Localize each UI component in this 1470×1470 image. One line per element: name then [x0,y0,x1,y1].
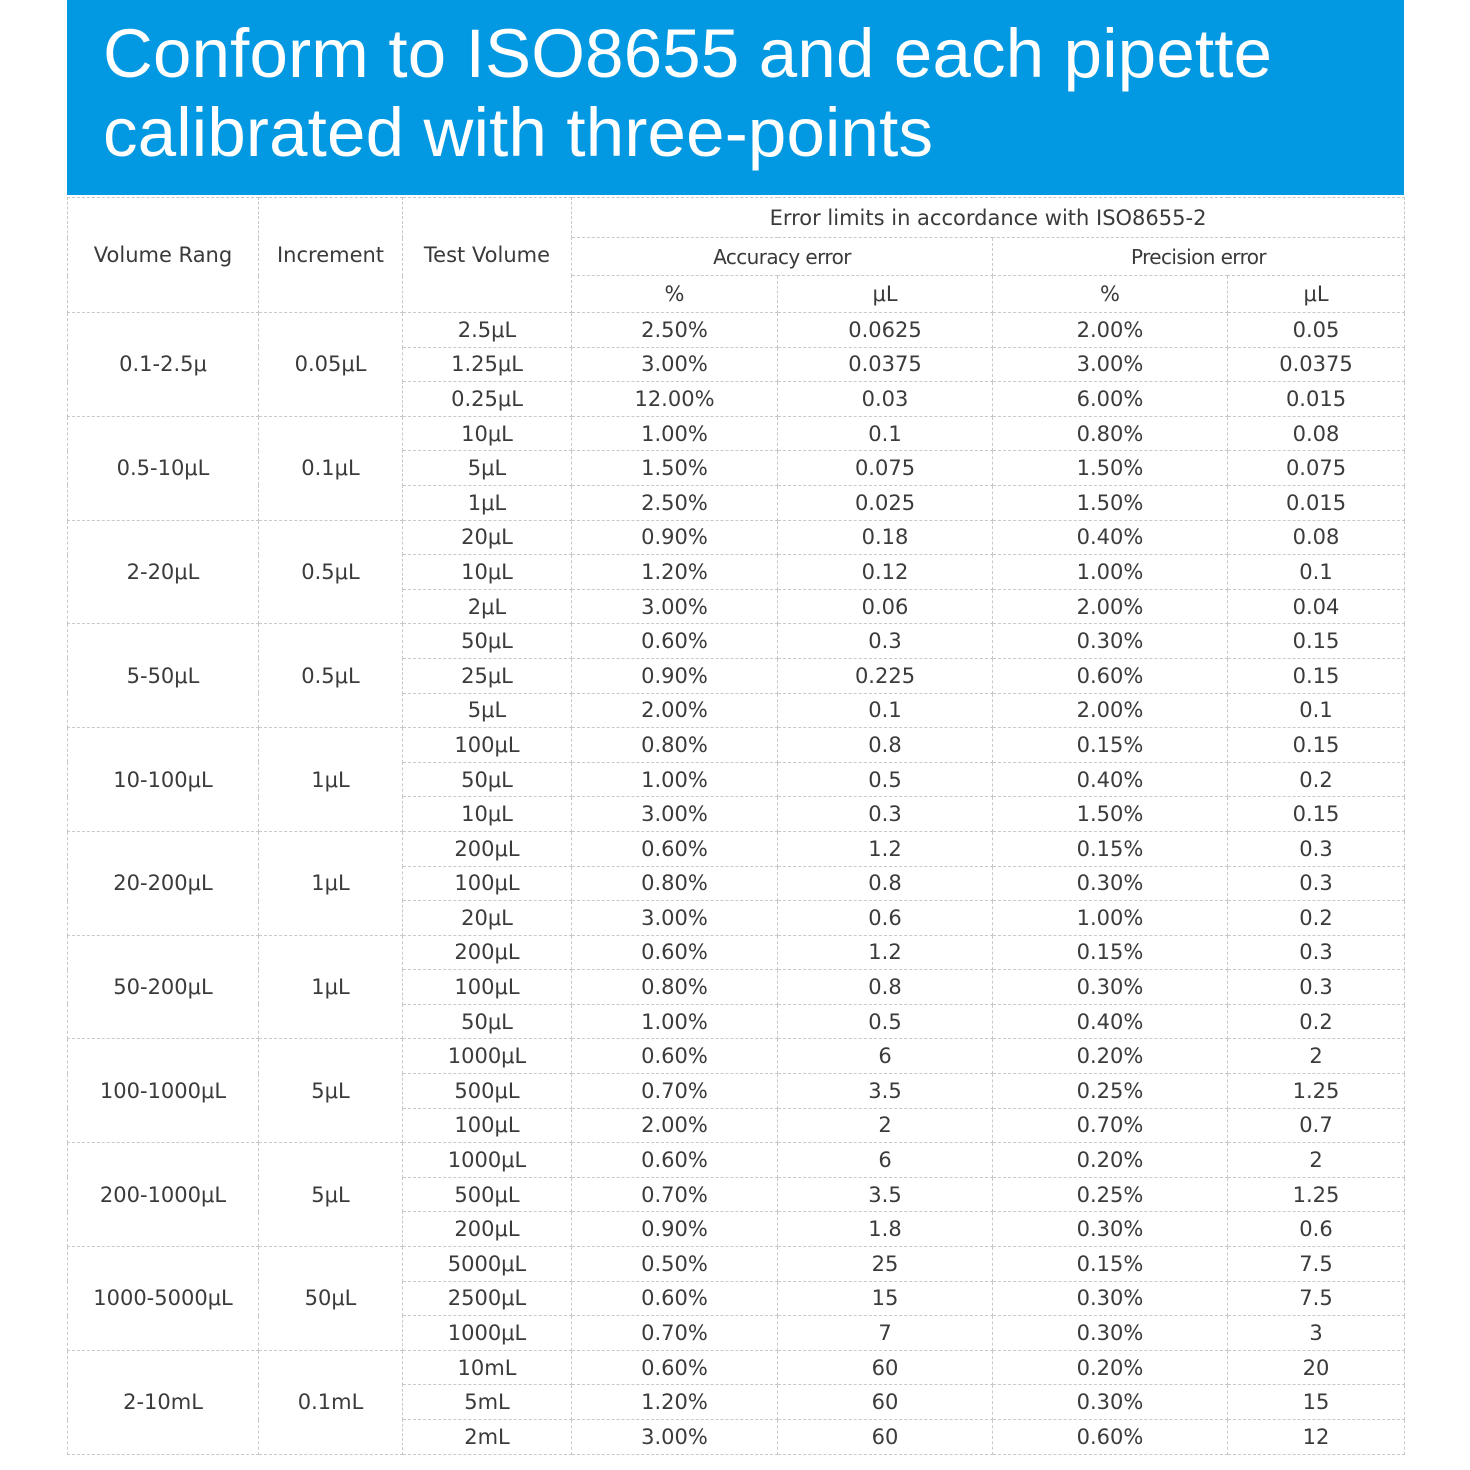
header-test-volume: Test Volume [403,198,572,313]
precision-percent-cell: 0.25% [993,1177,1228,1212]
table-body [68,313,1405,1455]
table-row [68,831,1405,866]
accuracy-ul-cell: 15 [778,1281,993,1316]
page-title: Conform to ISO8655 and each pipette calibrated with three-points [103,15,1273,171]
accuracy-ul-cell: 0.0625 [778,313,993,348]
accuracy-percent-cell: 0.50% [572,1247,778,1282]
accuracy-percent-cell: 0.60% [572,1281,778,1316]
volume-range-cell: 200-1000μL [68,1143,259,1247]
precision-percent-cell: 0.40% [993,520,1228,555]
table-row [68,1143,1405,1178]
accuracy-percent-cell: 0.90% [572,658,778,693]
precision-percent-cell: 0.25% [993,1074,1228,1109]
accuracy-ul-cell: 1.8 [778,1212,993,1247]
test-volume-cell: 1000μL [403,1039,572,1074]
test-volume-cell: 20μL [403,901,572,936]
accuracy-ul-cell: 60 [778,1420,993,1455]
accuracy-percent-cell: 0.70% [572,1316,778,1351]
accuracy-percent-cell: 1.20% [572,1385,778,1420]
precision-ul-cell: 0.15 [1228,797,1405,832]
accuracy-percent-cell: 0.80% [572,970,778,1005]
test-volume-cell: 10μL [403,555,572,590]
precision-ul-cell: 7.5 [1228,1281,1405,1316]
accuracy-percent-cell: 0.60% [572,1350,778,1385]
precision-ul-cell: 0.3 [1228,935,1405,970]
accuracy-ul-cell: 3.5 [778,1074,993,1109]
accuracy-percent-cell: 2.50% [572,313,778,348]
precision-percent-cell: 6.00% [993,382,1228,417]
accuracy-percent-cell: 0.60% [572,624,778,659]
precision-percent-cell: 0.30% [993,866,1228,901]
test-volume-cell: 5mL [403,1385,572,1420]
accuracy-ul-cell: 60 [778,1350,993,1385]
accuracy-percent-cell: 0.60% [572,1039,778,1074]
increment-cell: 5μL [259,1143,403,1247]
accuracy-percent-cell: 0.60% [572,1143,778,1178]
increment-cell: 0.5μL [259,520,403,624]
precision-percent-cell: 0.15% [993,728,1228,763]
precision-percent-cell: 3.00% [993,347,1228,382]
precision-ul-cell: 2 [1228,1143,1405,1178]
volume-range-cell: 0.1-2.5μ [68,313,259,417]
precision-percent-cell: 2.00% [993,313,1228,348]
test-volume-cell: 200μL [403,1212,572,1247]
accuracy-percent-cell: 12.00% [572,382,778,417]
test-volume-cell: 200μL [403,831,572,866]
test-volume-cell: 5μL [403,693,572,728]
volume-range-cell: 0.5-10μL [68,416,259,520]
volume-range-cell: 2-10mL [68,1350,259,1454]
table-row [68,1039,1405,1074]
volume-range-cell: 10-100μL [68,728,259,832]
table-row [68,520,1405,555]
precision-ul-cell: 0.075 [1228,451,1405,486]
precision-percent-cell: 0.30% [993,1316,1228,1351]
precision-ul-cell: 0.3 [1228,970,1405,1005]
precision-ul-cell: 12 [1228,1420,1405,1455]
test-volume-cell: 500μL [403,1074,572,1109]
accuracy-percent-cell: 0.60% [572,935,778,970]
precision-ul-cell: 0.2 [1228,901,1405,936]
test-volume-cell: 100μL [403,866,572,901]
header-precision-error: Precision error [993,238,1405,276]
header-precision-ul: μL [1228,276,1405,313]
title-banner [67,0,1404,195]
volume-range-cell: 50-200μL [68,935,259,1039]
increment-cell: 1μL [259,728,403,832]
increment-cell: 0.05μL [259,313,403,417]
precision-ul-cell: 0.0375 [1228,347,1405,382]
precision-ul-cell: 0.15 [1228,728,1405,763]
precision-percent-cell: 0.80% [993,416,1228,451]
accuracy-percent-cell: 2.50% [572,485,778,520]
test-volume-cell: 200μL [403,935,572,970]
accuracy-percent-cell: 0.80% [572,866,778,901]
test-volume-cell: 100μL [403,970,572,1005]
volume-range-cell: 5-50μL [68,624,259,728]
precision-ul-cell: 1.25 [1228,1074,1405,1109]
accuracy-ul-cell: 0.06 [778,589,993,624]
precision-percent-cell: 0.20% [993,1143,1228,1178]
accuracy-ul-cell: 25 [778,1247,993,1282]
test-volume-cell: 10μL [403,797,572,832]
header-accuracy-percent: % [572,276,778,313]
test-volume-cell: 2mL [403,1420,572,1455]
test-volume-cell: 1μL [403,485,572,520]
accuracy-percent-cell: 3.00% [572,901,778,936]
accuracy-ul-cell: 0.5 [778,1004,993,1039]
pipette-error-limits-table [67,197,1405,1455]
precision-ul-cell: 2 [1228,1039,1405,1074]
precision-percent-cell: 0.30% [993,624,1228,659]
accuracy-ul-cell: 0.025 [778,485,993,520]
accuracy-percent-cell: 0.60% [572,831,778,866]
accuracy-ul-cell: 6 [778,1143,993,1178]
precision-ul-cell: 0.015 [1228,382,1405,417]
increment-cell: 50μL [259,1247,403,1351]
table-row [68,935,1405,970]
accuracy-percent-cell: 2.00% [572,693,778,728]
precision-ul-cell: 0.15 [1228,658,1405,693]
test-volume-cell: 50μL [403,762,572,797]
precision-percent-cell: 0.30% [993,1281,1228,1316]
precision-percent-cell: 0.70% [993,1108,1228,1143]
accuracy-percent-cell: 3.00% [572,797,778,832]
volume-range-cell: 1000-5000μL [68,1247,259,1351]
accuracy-percent-cell: 1.00% [572,1004,778,1039]
precision-ul-cell: 0.6 [1228,1212,1405,1247]
precision-ul-cell: 0.2 [1228,1004,1405,1039]
precision-ul-cell: 0.7 [1228,1108,1405,1143]
table-row [68,728,1405,763]
accuracy-percent-cell: 0.70% [572,1177,778,1212]
test-volume-cell: 25μL [403,658,572,693]
accuracy-percent-cell: 0.90% [572,1212,778,1247]
precision-percent-cell: 0.15% [993,935,1228,970]
increment-cell: 0.1μL [259,416,403,520]
precision-ul-cell: 0.1 [1228,693,1405,728]
increment-cell: 0.5μL [259,624,403,728]
precision-ul-cell: 0.15 [1228,624,1405,659]
test-volume-cell: 2.5μL [403,313,572,348]
increment-cell: 1μL [259,831,403,935]
precision-percent-cell: 0.15% [993,831,1228,866]
volume-range-cell: 20-200μL [68,831,259,935]
accuracy-ul-cell: 3.5 [778,1177,993,1212]
precision-ul-cell: 0.1 [1228,555,1405,590]
precision-percent-cell: 2.00% [993,693,1228,728]
table-row [68,1350,1405,1385]
test-volume-cell: 100μL [403,1108,572,1143]
increment-cell: 5μL [259,1039,403,1143]
precision-ul-cell: 0.3 [1228,831,1405,866]
accuracy-percent-cell: 1.00% [572,416,778,451]
header-accuracy-error: Accuracy error [572,238,993,276]
precision-ul-cell: 0.04 [1228,589,1405,624]
accuracy-ul-cell: 0.1 [778,416,993,451]
precision-percent-cell: 1.50% [993,451,1228,486]
accuracy-percent-cell: 0.80% [572,728,778,763]
test-volume-cell: 1000μL [403,1143,572,1178]
accuracy-ul-cell: 0.3 [778,624,993,659]
accuracy-percent-cell: 3.00% [572,347,778,382]
table-row [68,313,1405,348]
volume-range-cell: 100-1000μL [68,1039,259,1143]
test-volume-cell: 5μL [403,451,572,486]
precision-ul-cell: 0.05 [1228,313,1405,348]
precision-percent-cell: 0.60% [993,1420,1228,1455]
accuracy-percent-cell: 1.50% [572,451,778,486]
table-row [68,416,1405,451]
test-volume-cell: 20μL [403,520,572,555]
precision-percent-cell: 2.00% [993,589,1228,624]
accuracy-ul-cell: 1.2 [778,831,993,866]
accuracy-ul-cell: 60 [778,1385,993,1420]
accuracy-ul-cell: 1.2 [778,935,993,970]
precision-percent-cell: 1.50% [993,797,1228,832]
precision-ul-cell: 20 [1228,1350,1405,1385]
precision-percent-cell: 0.30% [993,1385,1228,1420]
test-volume-cell: 5000μL [403,1247,572,1282]
header-volume-range: Volume Rang [68,198,259,313]
accuracy-ul-cell: 0.1 [778,693,993,728]
accuracy-percent-cell: 3.00% [572,1420,778,1455]
accuracy-percent-cell: 0.90% [572,520,778,555]
accuracy-ul-cell: 0.8 [778,728,993,763]
header-accuracy-ul: μL [778,276,993,313]
table-row [68,1247,1405,1282]
accuracy-ul-cell: 0.03 [778,382,993,417]
increment-cell: 1μL [259,935,403,1039]
test-volume-cell: 0.25μL [403,382,572,417]
precision-percent-cell: 0.20% [993,1039,1228,1074]
accuracy-percent-cell: 1.00% [572,762,778,797]
precision-percent-cell: 0.30% [993,970,1228,1005]
accuracy-ul-cell: 0.8 [778,970,993,1005]
accuracy-ul-cell: 0.5 [778,762,993,797]
precision-percent-cell: 1.00% [993,901,1228,936]
accuracy-ul-cell: 7 [778,1316,993,1351]
precision-ul-cell: 0.3 [1228,866,1405,901]
test-volume-cell: 10μL [403,416,572,451]
accuracy-ul-cell: 0.225 [778,658,993,693]
accuracy-percent-cell: 1.20% [572,555,778,590]
accuracy-ul-cell: 0.8 [778,866,993,901]
precision-ul-cell: 0.08 [1228,416,1405,451]
accuracy-percent-cell: 2.00% [572,1108,778,1143]
accuracy-ul-cell: 6 [778,1039,993,1074]
precision-ul-cell: 7.5 [1228,1247,1405,1282]
precision-percent-cell: 0.15% [993,1247,1228,1282]
accuracy-ul-cell: 0.075 [778,451,993,486]
accuracy-percent-cell: 0.70% [572,1074,778,1109]
precision-ul-cell: 1.25 [1228,1177,1405,1212]
accuracy-ul-cell: 0.3 [778,797,993,832]
test-volume-cell: 1000μL [403,1316,572,1351]
header-error-limits: Error limits in accordance with ISO8655-2 [572,198,1405,238]
precision-percent-cell: 0.40% [993,1004,1228,1039]
precision-ul-cell: 0.08 [1228,520,1405,555]
header-increment: Increment [259,198,403,313]
precision-percent-cell: 0.20% [993,1350,1228,1385]
precision-ul-cell: 0.2 [1228,762,1405,797]
accuracy-ul-cell: 0.12 [778,555,993,590]
test-volume-cell: 500μL [403,1177,572,1212]
precision-percent-cell: 0.60% [993,658,1228,693]
test-volume-cell: 2500μL [403,1281,572,1316]
precision-ul-cell: 3 [1228,1316,1405,1351]
precision-ul-cell: 15 [1228,1385,1405,1420]
test-volume-cell: 1.25μL [403,347,572,382]
precision-percent-cell: 1.50% [993,485,1228,520]
precision-ul-cell: 0.015 [1228,485,1405,520]
accuracy-ul-cell: 0.18 [778,520,993,555]
increment-cell: 0.1mL [259,1350,403,1454]
test-volume-cell: 2μL [403,589,572,624]
test-volume-cell: 100μL [403,728,572,763]
accuracy-percent-cell: 3.00% [572,589,778,624]
accuracy-ul-cell: 2 [778,1108,993,1143]
test-volume-cell: 10mL [403,1350,572,1385]
precision-percent-cell: 1.00% [993,555,1228,590]
test-volume-cell: 50μL [403,624,572,659]
accuracy-ul-cell: 0.0375 [778,347,993,382]
test-volume-cell: 50μL [403,1004,572,1039]
accuracy-ul-cell: 0.6 [778,901,993,936]
table-row [68,624,1405,659]
volume-range-cell: 2-20μL [68,520,259,624]
precision-percent-cell: 0.30% [993,1212,1228,1247]
header-precision-percent: % [993,276,1228,313]
precision-percent-cell: 0.40% [993,762,1228,797]
